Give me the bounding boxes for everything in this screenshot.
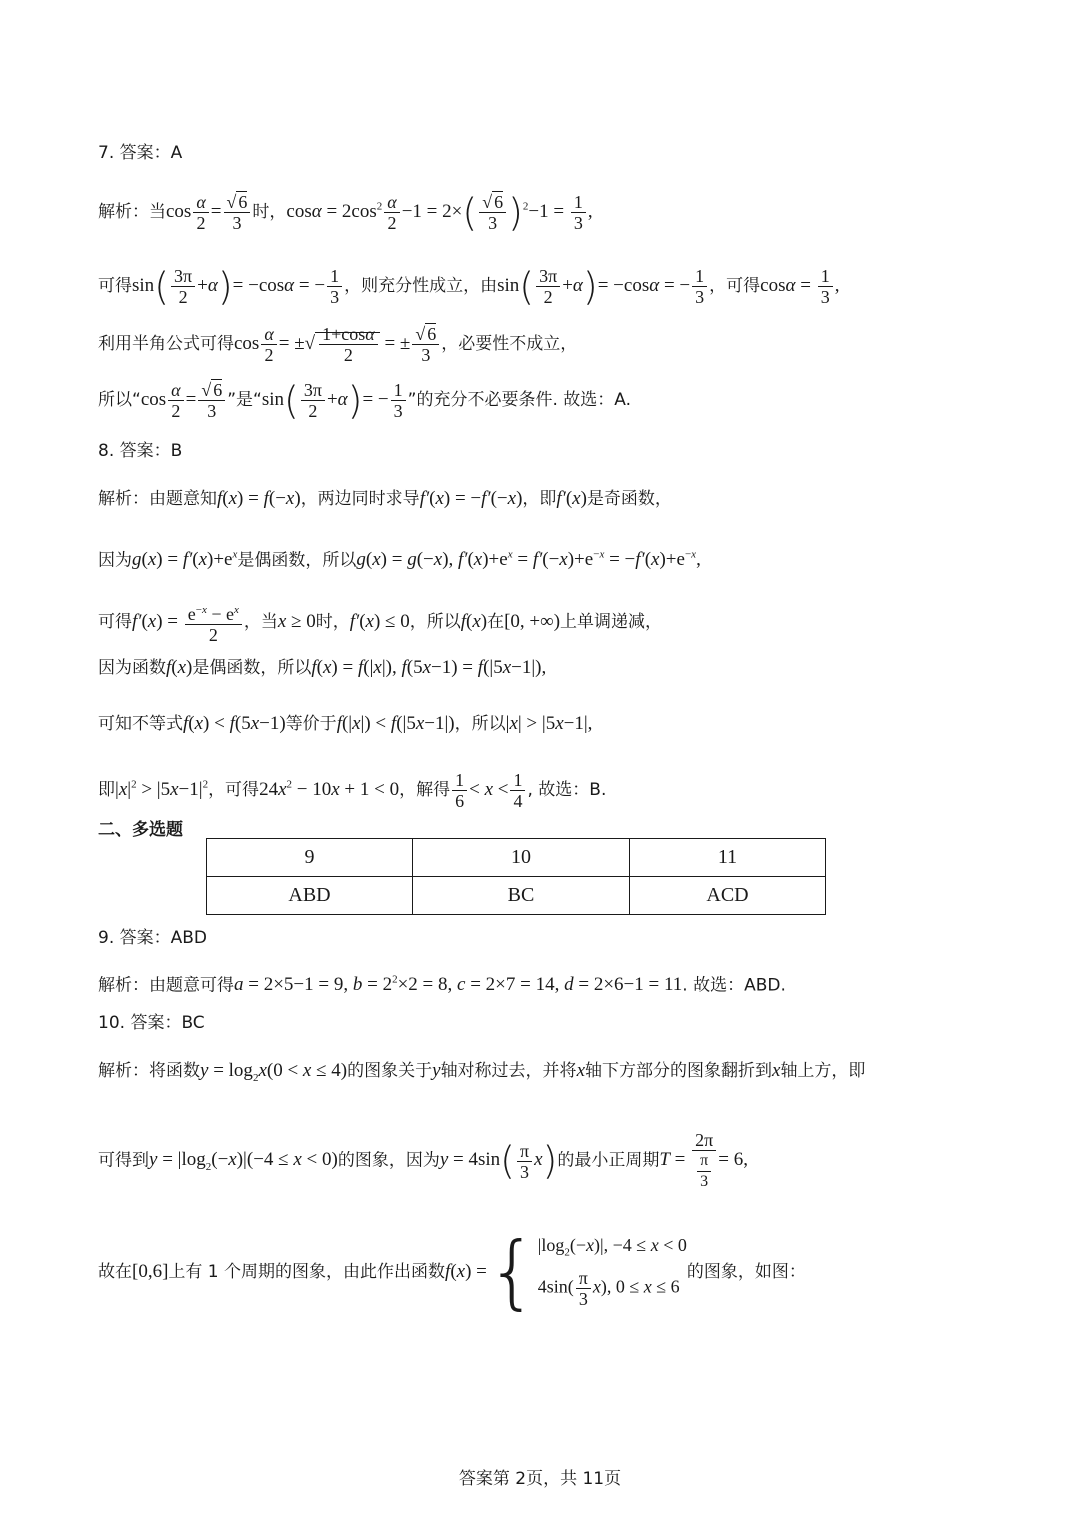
table-header-cell: 11 [630,839,826,877]
q9-answer: 9. 答案：ABD [98,928,208,948]
q10-line1: 解析：将函数$y = \log_2x(0 < x \le 4)$的图象关于y轴对称过去，并将x轴下方部分的图象翻折到x轴上方，即 [98,1060,866,1084]
q10-answer: 10. 答案：BC [98,1013,205,1033]
answer-table [206,838,826,915]
table-header-cell: 10 [413,839,630,877]
table-answer-cell: ABD [207,877,413,915]
q7-line2: 可得sin( $\frac{3\pi}{2}$ +α)= −cosα = − $\frac{1}{3}$ ，则充分性成立，由sin( $\frac{3\pi}{2}$ +α)= −cosα = − $\frac{1}{3}$ ，可得cosα = $\frac{1}{3}$ , [98,264,840,309]
q9-line1: 解析：由题意可得a = 2×5−1 = 9, $b = 2^2\times 2 = 8$, c = 2×7 = 14, d = 2×6−1 = 11. 故选：ABD. [98,974,786,996]
q8-line2: 因为$g(x) = f'(x)+e^x$是偶函数，所以g(x) = g(−x), $f'(x)+e^x = f'(-x)+e^{-x} = -f'(x)+e^{-x}$, [98,549,701,571]
q10-line3: 故在[0,6]上有 1 个周期的图象，由此作出函数f(x) ={ $|\log_2(-x)|$, −4 ≤ x < 0 4sin( $\frac{\pi}{3}$ x), 0 ≤ x ≤ 6 的图象，如图： [98,1225,806,1318]
table-answer-row [207,877,826,915]
page-footer: 答案第 2页，共 11页 [458,1469,622,1489]
table-answer-cell: ACD [630,877,826,915]
q8-line5: 可知不等式f(x) < f(5x−1)等价于f(|x|) < f(|5x−1|)，所以|x| > |5x−1|, [98,713,593,734]
q7-line1: 解析：当cos $\frac{\alpha}{2}$ = $\frac{√ 6}{3}$ 时，$\cos\alpha = 2\cos^2$ $\frac{\alpha}{2}$ −1 = 2×( $\frac{√ 6}{3}$ )$^2$−1 = $\frac{1}{3}$ , [98,190,593,235]
table-header-row [207,839,826,877]
q8-line6: 即$|x|^2 > |5x-1|^2$，可得$24x^2 - 10x + 1 < 0$，解得 $\frac{1}{6}$ < x < $\frac{1}{4}$ , 故选：B. [98,770,607,811]
section-heading-multiple-choice: 二、多选题 [98,820,183,840]
q8-answer: 8. 答案：B [98,441,183,461]
q10-line2: 可得到$y = |\log_2(-x)|(-4 \le x < 0)$的图象，因为y = 4sin( $\frac{\pi}{3}$ x)的最小正周期T = $\frac{2\pi}{\frac{\pi}{3}}$ = 6, [98,1130,748,1190]
q7-line4: 所以“cos $\frac{\alpha}{2}$ = $\frac{√ 6}{3}$ ”是“sin( $\frac{3\pi}{2}$ +α)= − $\frac{1}{3}$ ”的充分不必要条件. 故选：A. [98,378,632,423]
table-answer-cell: BC [413,877,630,915]
q8-line1: 解析：由题意知f(x) = f(−x)，两边同时求导f′(x) = −f′(−x)，即f′(x)是奇函数， [98,488,672,509]
q7-line3: 利用半角公式可得cos $\frac{\alpha}{2}$ = ±√ $\frac{1+\cos\alpha}{2}$ = ± $\frac{√ 6}{3}$ ，必要性不成立， [98,324,578,365]
table-header-cell: 9 [207,839,413,877]
q7-answer: 7. 答案：A [98,143,183,163]
q8-line3: 可得f′(x) = $\frac{e^{-x} - e^x}{2}$ ，当x ≥ 0时，f′(x) ≤ 0，所以f(x)在[0, +∞)上单调递减， [98,600,662,645]
q8-line4: 因为函数f(x)是偶函数，所以f(x) = f(|x|), f(5x−1) = f(|5x−1|), [98,657,547,678]
